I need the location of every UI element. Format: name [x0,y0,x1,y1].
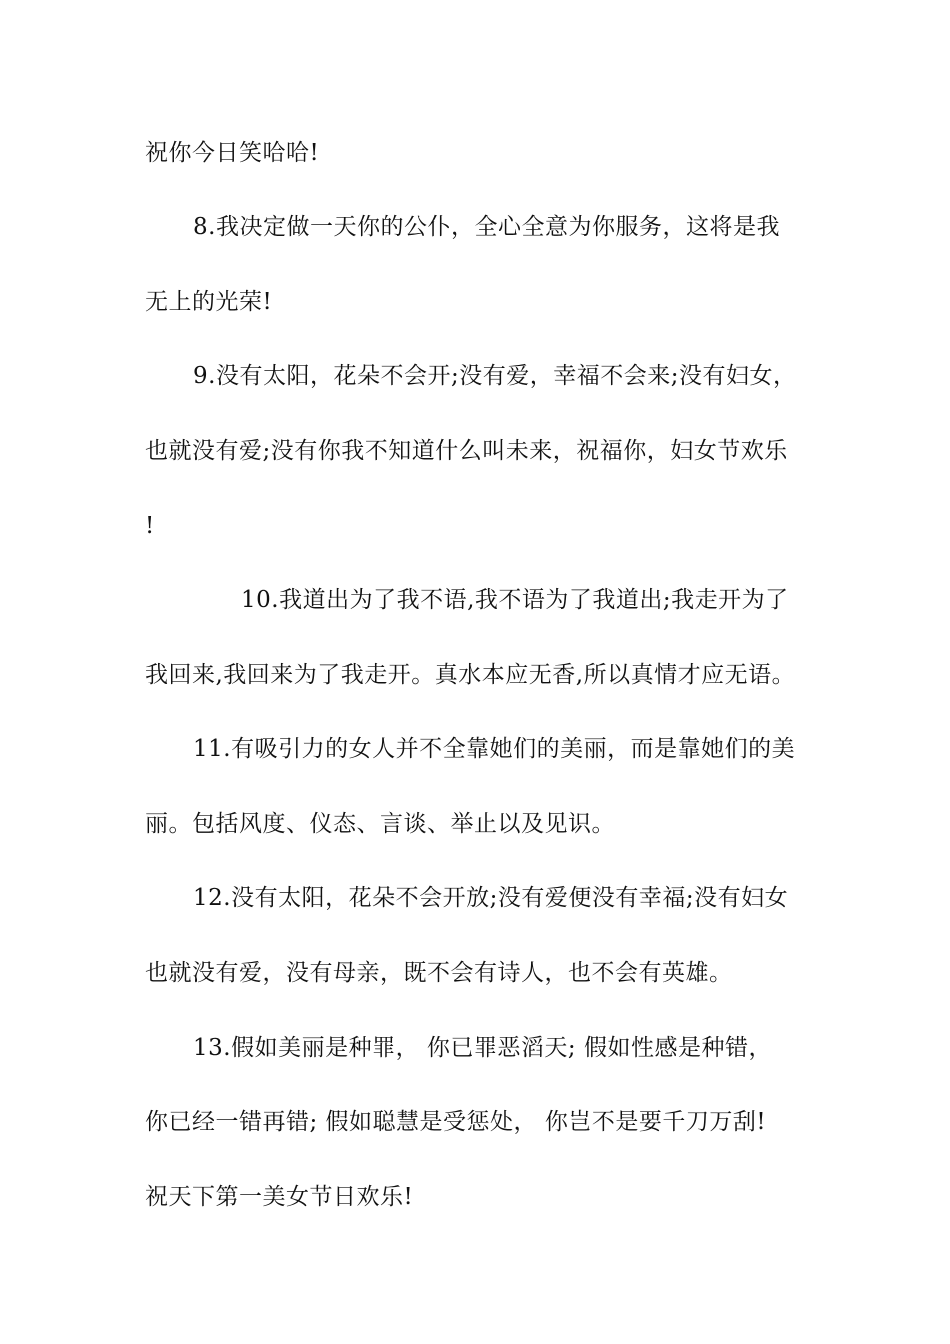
text-line: 12.没有太阳，花朵不会开放;没有爱便没有幸福;没有妇女 [193,885,789,911]
text-line: 祝天下第一美女节日欢乐! [145,1184,414,1210]
text-line: 祝你今日笑哈哈! [145,140,320,166]
text-line: ! [145,513,155,539]
text-line: 9.没有太阳，花朵不会开;没有爱，幸福不会来;没有妇女， [193,363,797,389]
text-line: 10.我道出为了我不语,我不语为了我道出;我走开为了 [241,587,789,613]
text-line: 也就没有爱;没有你我不知道什么叫未来，祝福你，妇女节欢乐 [145,438,788,464]
text-line: 11.有吸引力的女人并不全靠她们的美丽，而是靠她们的美 [193,736,796,762]
text-line: 丽。包括风度、仪态、言谈、举止以及见识。 [145,811,615,837]
text-line: 我回来,我回来为了我走开。真水本应无香,所以真情才应无语。 [145,662,796,688]
text-line: 你已经一错再错; 假如聪慧是受惩处， 你岂不是要千刀万刮! [145,1109,767,1135]
text-line: 也就没有爱，没有母亲，既不会有诗人，也不会有英雄。 [145,960,733,986]
text-line: 8.我决定做一天你的公仆，全心全意为你服务，这将是我 [193,214,780,240]
text-line: 13.假如美丽是种罪， 你已罪恶滔天; 假如性感是种错， [193,1035,772,1061]
text-line: 无上的光荣! [145,289,273,315]
